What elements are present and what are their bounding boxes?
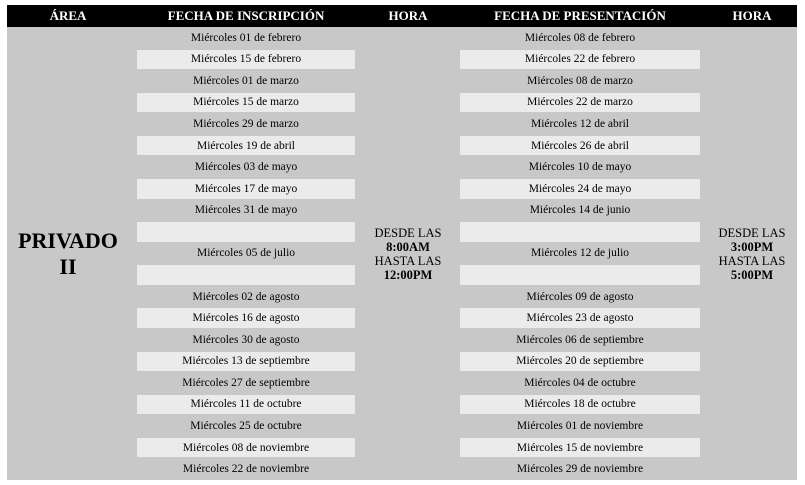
hora-presentacion-line2: 3:00PM xyxy=(730,239,774,254)
fecha-inscripcion-cell: Miércoles 01 de marzo xyxy=(137,71,355,91)
hora-presentacion-line4: 5:00PM xyxy=(730,267,774,282)
fecha-inscripcion-cell: Miércoles 02 de agosto xyxy=(137,287,355,307)
fecha-inscripcion-cell: Miércoles 13 de septiembre xyxy=(137,352,355,372)
fecha-presentacion-cell: Miércoles 10 de mayo xyxy=(460,157,700,177)
fecha-presentacion-cell: Miércoles 01 de noviembre xyxy=(460,416,700,436)
fecha-presentacion-cell: Miércoles 09 de agosto xyxy=(460,287,700,307)
column-fecha-inscripcion xyxy=(129,27,363,480)
hora-inscripcion-line3: HASTA LAS xyxy=(374,253,442,268)
fecha-inscripcion-cell: Miércoles 01 de febrero xyxy=(137,28,355,48)
fecha-presentacion-cell xyxy=(460,222,700,242)
fecha-inscripcion-cell: Miércoles 25 de octubre xyxy=(137,416,355,436)
fecha-inscripcion-cell: Miércoles 15 de marzo xyxy=(137,93,355,113)
header-area: ÁREA xyxy=(49,8,87,23)
fecha-inscripcion-cell: Miércoles 15 de febrero xyxy=(137,50,355,70)
fecha-presentacion-cell: Miércoles 06 de septiembre xyxy=(460,330,700,350)
fecha-presentacion-cell: Miércoles 23 de agosto xyxy=(460,308,700,328)
area-cell xyxy=(7,27,129,480)
fecha-presentacion-cell: Miércoles 15 de noviembre xyxy=(460,438,700,458)
fecha-inscripcion-cell: Miércoles 11 de octubre xyxy=(137,395,355,415)
fecha-inscripcion-cell: Miércoles 29 de marzo xyxy=(137,114,355,134)
column-fecha-presentacion xyxy=(453,27,707,480)
fecha-presentacion-cell: Miércoles 12 de julio xyxy=(460,244,700,264)
fecha-presentacion-cell: Miércoles 08 de febrero xyxy=(460,28,700,48)
hora-presentacion-line1: DESDE LAS xyxy=(718,225,786,240)
fecha-inscripcion-cell: Miércoles 05 de julio xyxy=(137,244,355,264)
header-fecha-inscripcion: FECHA DE INSCRIPCIÓN xyxy=(167,8,325,23)
hora-inscripcion-line1: DESDE LAS xyxy=(374,225,442,240)
fecha-inscripcion-cell: Miércoles 22 de noviembre xyxy=(137,459,355,479)
hora-presentacion-cell xyxy=(707,27,797,480)
fecha-inscripcion-cell: Miércoles 16 de agosto xyxy=(137,308,355,328)
fecha-inscripcion-cell: Miércoles 17 de mayo xyxy=(137,179,355,199)
hora-inscripcion-line4: 12:00PM xyxy=(383,267,433,282)
fecha-inscripcion-cell xyxy=(137,265,355,285)
fecha-presentacion-cell: Miércoles 04 de octubre xyxy=(460,373,700,393)
hora-inscripcion-line2: 8:00AM xyxy=(386,239,430,254)
area-line2: II xyxy=(59,253,77,279)
fecha-presentacion-cell: Miércoles 29 de noviembre xyxy=(460,459,700,479)
fecha-presentacion-cell: Miércoles 18 de octubre xyxy=(460,395,700,415)
header-fecha-presentacion: FECHA DE PRESENTACIÓN xyxy=(494,8,666,23)
fecha-presentacion-cell: Miércoles 22 de marzo xyxy=(460,93,700,113)
fecha-presentacion-cell: Miércoles 08 de marzo xyxy=(460,71,700,91)
fecha-presentacion-cell: Miércoles 24 de mayo xyxy=(460,179,700,199)
schedule-table xyxy=(7,5,797,480)
fecha-inscripcion-cell: Miércoles 30 de agosto xyxy=(137,330,355,350)
fecha-inscripcion-cell: Miércoles 03 de mayo xyxy=(137,157,355,177)
header-hora-inscripcion: HORA xyxy=(388,8,428,23)
fecha-presentacion-cell: Miércoles 12 de abril xyxy=(460,114,700,134)
fecha-inscripcion-cell xyxy=(137,222,355,242)
area-line1: PRIVADO xyxy=(18,227,118,253)
fecha-inscripcion-cell: Miércoles 27 de septiembre xyxy=(137,373,355,393)
hora-inscripcion-cell xyxy=(363,27,453,480)
fecha-presentacion-cell: Miércoles 22 de febrero xyxy=(460,50,700,70)
header-hora-presentacion: HORA xyxy=(732,8,772,23)
fecha-inscripcion-cell: Miércoles 31 de mayo xyxy=(137,201,355,221)
table-header xyxy=(7,5,797,27)
fecha-inscripcion-cell: Miércoles 19 de abril xyxy=(137,136,355,156)
fecha-presentacion-cell: Miércoles 14 de junio xyxy=(460,201,700,221)
fecha-inscripcion-cell: Miércoles 08 de noviembre xyxy=(137,438,355,458)
fecha-presentacion-cell: Miércoles 26 de abril xyxy=(460,136,700,156)
fecha-presentacion-cell xyxy=(460,265,700,285)
fecha-presentacion-cell: Miércoles 20 de septiembre xyxy=(460,352,700,372)
hora-presentacion-line3: HASTA LAS xyxy=(718,253,786,268)
